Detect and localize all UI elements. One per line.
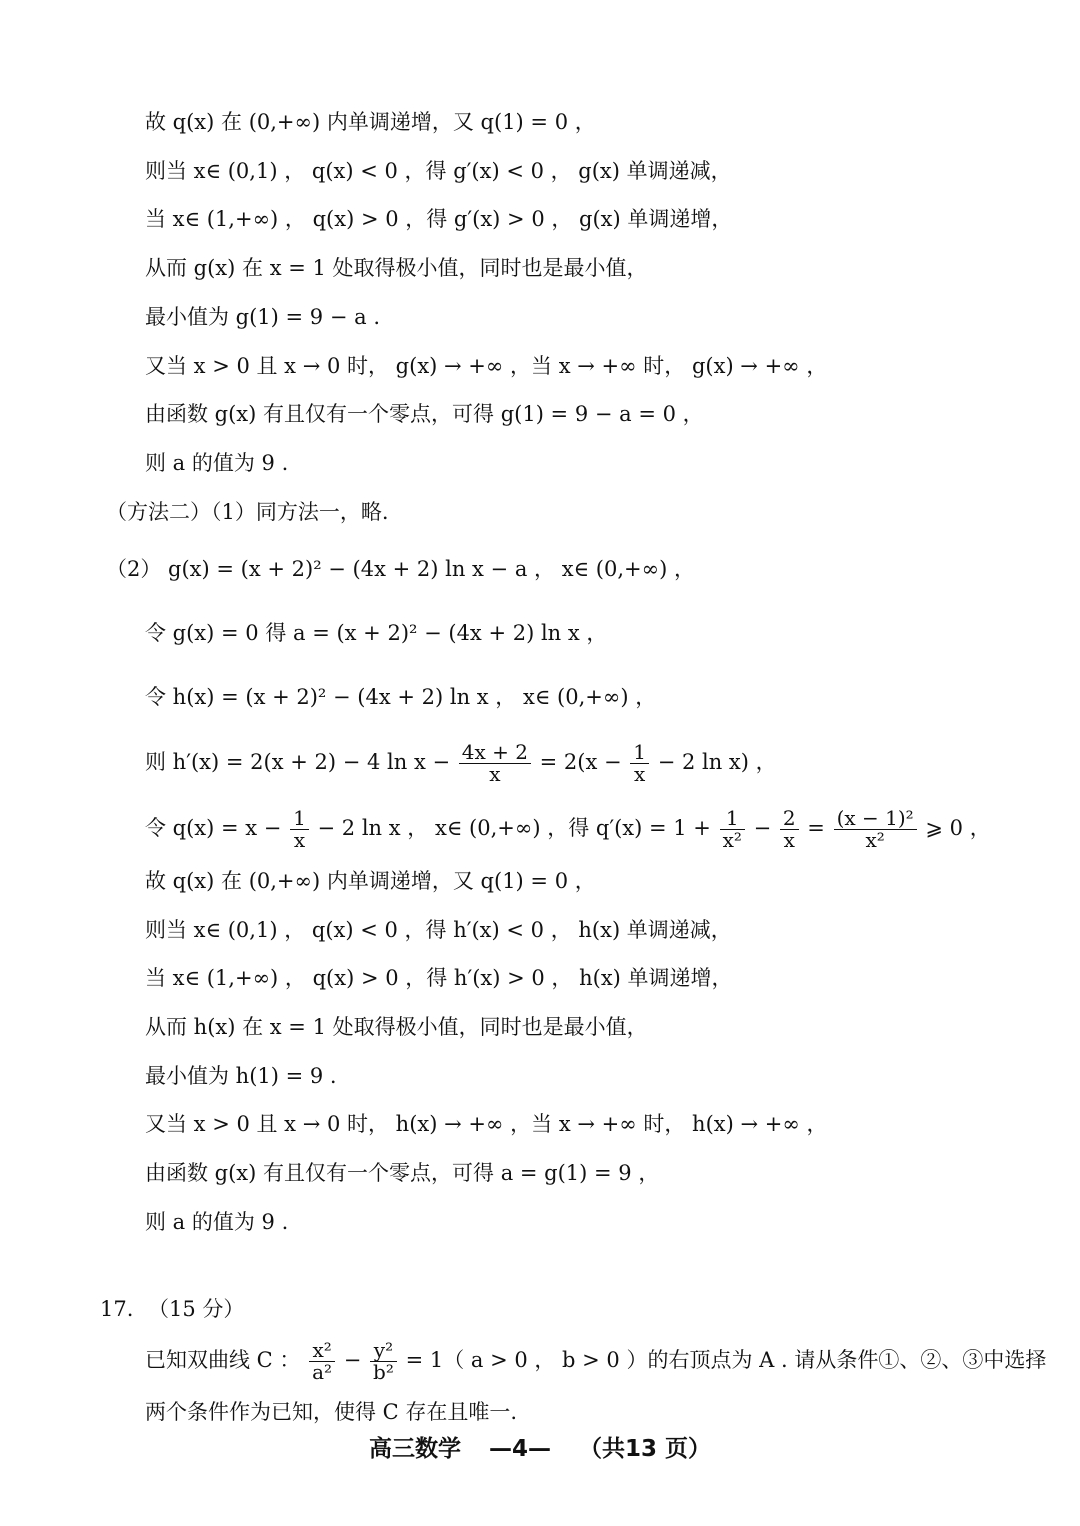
text-line-g: （2） g(x) = (x + 2)² − (4x + 2) ln x − a ， x∈ (0,+∞) ， xyxy=(106,557,695,581)
fraction-numerator: x² xyxy=(309,1340,335,1362)
q-pre: 令 q(x) = x − xyxy=(145,816,282,840)
problem-pre: 已知双曲线 C ： xyxy=(145,1348,301,1372)
footer-total-pages: （共13 页） xyxy=(579,1436,712,1462)
fraction-numerator: 2 xyxy=(780,808,799,830)
problem-score: （15 分） xyxy=(148,1297,245,1321)
hprime-pre: 则 h′(x) = 2(x + 2) − 4 ln x − xyxy=(145,750,451,774)
text-line-3: 当 x∈ (1,+∞) ， q(x) > 0 ，得 g′(x) > 0 ， g(x) 单调递增， xyxy=(145,207,733,231)
q-mid-3: = xyxy=(807,816,825,840)
q-mid-2: − xyxy=(753,816,772,840)
text-line-b7: 由函数 g(x) 有且仅有一个零点，可得 a = g(1) = 9 ， xyxy=(145,1161,660,1185)
text-line-4: 从而 g(x) 在 x = 1 处取得极小值，同时也是最小值， xyxy=(145,256,648,280)
fraction-denominator: x xyxy=(634,762,646,786)
fraction xyxy=(720,808,745,851)
fraction-denominator: a² xyxy=(312,1360,333,1384)
text-line-h: 令 h(x) = (x + 2)² − (4x + 2) ln x ， x∈ (0,+∞) ， xyxy=(145,685,657,709)
text-line-b1: 故 q(x) 在 (0,+∞) 内单调递增，又 q(1) = 0 ， xyxy=(145,869,596,893)
fraction-numerator: 1 xyxy=(630,742,649,764)
fraction-numerator: 1 xyxy=(720,808,745,830)
text-line-1: 故 q(x) 在 (0,+∞) 内单调递增，又 q(1) = 0 ， xyxy=(145,110,596,134)
problem-statement-line-1 xyxy=(145,1340,1046,1383)
text-line-b8: 则 a 的值为 9 . xyxy=(145,1210,289,1234)
hprime-post: − 2 ln x) ， xyxy=(657,750,777,774)
fraction xyxy=(780,808,799,851)
problem-post: = 1（ a > 0 ， b > 0 ）的右顶点为 A . 请从条件①、②、③中选择 xyxy=(405,1348,1047,1372)
fraction-denominator: x xyxy=(489,762,501,786)
text-line-8: 则 a 的值为 9 . xyxy=(145,451,289,475)
fraction xyxy=(630,742,649,785)
fraction-numerator: 4x + 2 xyxy=(459,742,531,764)
method-two-heading: （方法二）（1）同方法一，略. xyxy=(106,500,389,524)
footer-page-number: —4— xyxy=(488,1436,551,1462)
text-line-b6: 又当 x > 0 且 x → 0 时， h(x) → +∞ ，当 x → +∞ 时， h(x) → +∞ ， xyxy=(145,1112,828,1136)
fraction-denominator: x² xyxy=(722,828,742,852)
text-line-b3: 当 x∈ (1,+∞) ， q(x) > 0 ，得 h′(x) > 0 ， h(x) 单调递增， xyxy=(145,966,733,990)
fraction xyxy=(290,808,309,851)
page-footer xyxy=(0,1430,1080,1463)
problem-minus: − xyxy=(343,1348,362,1372)
fraction xyxy=(370,1340,397,1383)
text-line-6: 又当 x > 0 且 x → 0 时， g(x) → +∞ ，当 x → +∞ 时， g(x) → +∞ ， xyxy=(145,354,828,378)
hprime-mid: = 2(x − xyxy=(539,750,622,774)
q-mid-1: − 2 ln x ， x∈ (0,+∞) ，得 q′(x) = 1 + xyxy=(317,816,711,840)
fraction-numerator: (x − 1)² xyxy=(834,808,917,830)
fraction-numerator: 1 xyxy=(290,808,309,830)
q-post: ⩾ 0 ， xyxy=(925,816,991,840)
fraction-denominator: b² xyxy=(373,1360,394,1384)
text-line-5: 最小值为 g(1) = 9 − a . xyxy=(145,305,380,329)
text-line-b5: 最小值为 h(1) = 9 . xyxy=(145,1064,337,1088)
text-line-b2: 则当 x∈ (0,1) ， q(x) < 0 ，得 h′(x) < 0 ， h(x) 单调递减， xyxy=(145,918,732,942)
text-line-set-g: 令 g(x) = 0 得 a = (x + 2)² − (4x + 2) ln x ， xyxy=(145,621,608,645)
footer-subject: 高三数学 xyxy=(368,1436,461,1462)
problem-number: 17. xyxy=(100,1297,134,1321)
text-line-b4: 从而 h(x) 在 x = 1 处取得极小值，同时也是最小值， xyxy=(145,1015,648,1039)
text-line-hprime xyxy=(145,742,777,785)
fraction-denominator: x² xyxy=(865,828,885,852)
text-line-7: 由函数 g(x) 有且仅有一个零点，可得 g(1) = 9 − a = 0 ， xyxy=(145,402,704,426)
fraction-denominator: x xyxy=(783,828,795,852)
fraction xyxy=(459,742,531,785)
fraction xyxy=(834,808,917,851)
fraction-numerator: y² xyxy=(370,1340,397,1362)
fraction xyxy=(309,1340,335,1383)
problem-statement-line-2: 两个条件作为已知，使得 C 存在且唯一. xyxy=(145,1400,518,1424)
text-line-q xyxy=(145,808,991,851)
text-line-2: 则当 x∈ (0,1) ， q(x) < 0 ，得 g′(x) < 0 ， g(x) 单调递减， xyxy=(145,159,732,183)
fraction-denominator: x xyxy=(293,828,306,852)
